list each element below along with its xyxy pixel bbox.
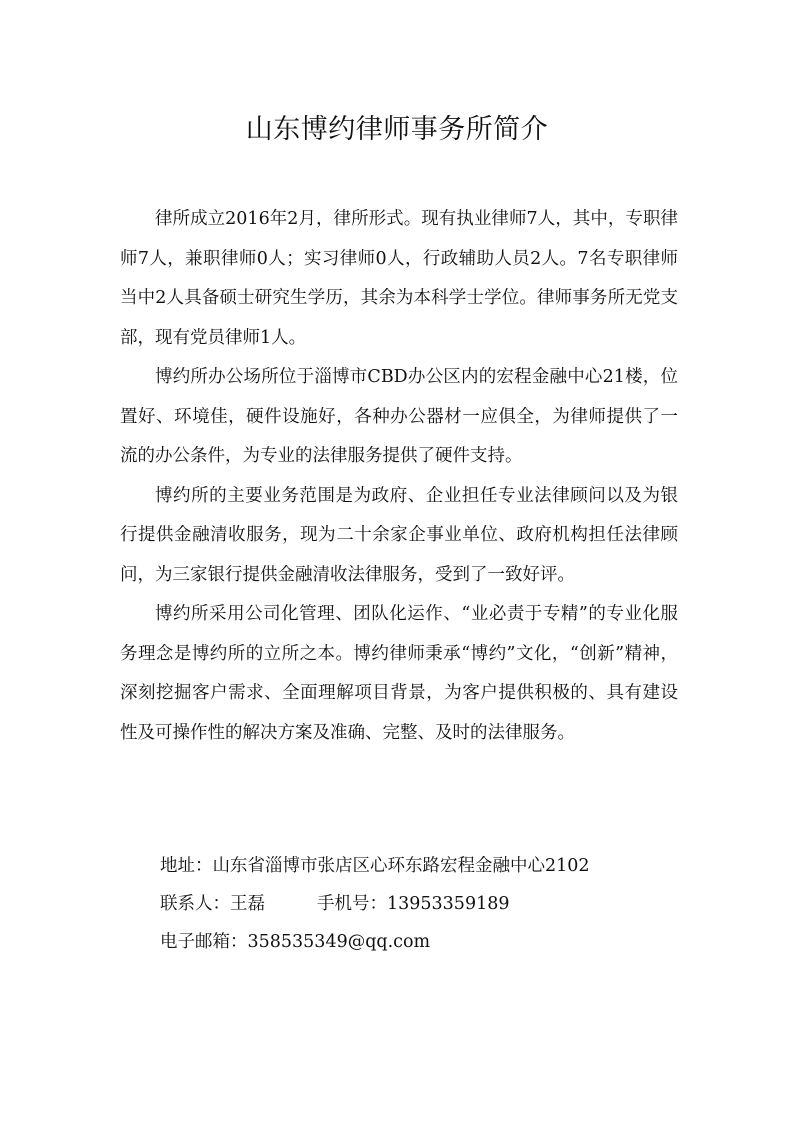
paragraph-founding: 律所成立2016年2月，律所形式。现有执业律师7人，其中，专职律师7人，兼职律师0人；实习律师0人，行政辅助人员2人。7名专职律师当中2人具备硕士研究生学历，其余为本科学士学位。律师事务所无党支部，现有党员律师1人。 [120,209,678,348]
contact-person: 联系人：王磊 [160,894,265,914]
contact-phone: 手机号：13953359189 [317,894,510,914]
contact-person-phone-line [160,885,720,923]
document-body [120,200,678,753]
contact-address: 地址：山东省淄博市张店区心环东路宏程金融中心2102 [160,856,590,876]
document-title: 山东博约律师事务所简介 [245,114,549,145]
contact-block [160,847,720,961]
paragraph-office: 博约所办公场所位于淄博市CBD办公区内的宏程金融中心21楼，位置好、环境佳，硬件设施好，各种办公器材一应俱全，为律师提供了一流的办公条件，为专业的法律服务提供了硬件支持。 [120,367,678,466]
paragraph-business-scope: 博约所的主要业务范围是为政府、企业担任专业法律顾问以及为银行提供金融清收服务，现为二十余家企事业单位、政府机构担任法律顾问，为三家银行提供金融清收法律服务，受到了一致好评。 [120,485,678,585]
paragraph-philosophy: 博约所采用公司化管理、团队化运作、“业必责于专精”的专业化服务理念是博约所的立所之本。博约律师秉承“博约”文化，“创新”精神，深刻挖掘客户需求、全面理解项目背景，为客户提供积极的、具有建设性及可操作性的解决方案及准确、完整、及时的法律服务。 [120,604,678,743]
contact-email: 电子邮箱：358535349@qq.com [160,932,431,952]
